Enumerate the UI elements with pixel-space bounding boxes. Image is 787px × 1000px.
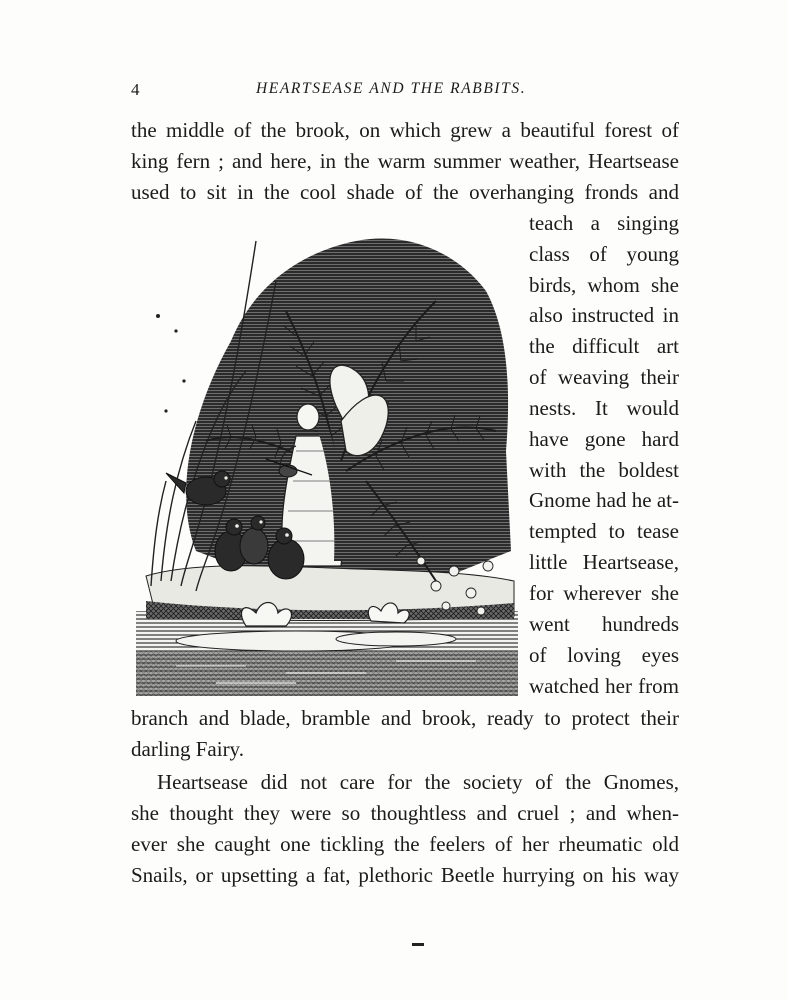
text-line: ever she caught one tickling the feelers of her rheumatic old [131,832,679,856]
fairy-engraving-illustration [136,221,518,696]
footer-mark [412,943,424,946]
text-line: the difficult art [529,334,679,358]
text-line: Gnome had he at- [529,488,679,512]
text-line: the middle of the brook, on which grew a beautiful forest of [131,118,679,142]
text-line: of weaving their [529,365,679,389]
text-line: have gone hard [529,427,679,451]
text-line: with the boldest [529,458,679,482]
text-line: king fern ; and here, in the warm summer weather, Heartsease [131,149,679,173]
text-line: used to sit in the cool shade of the overhanging fronds and [131,180,679,204]
text-line: went hundreds [529,612,679,636]
page-number: 4 [131,80,140,99]
text-line: branch and blade, bramble and brook, ready to protect their [131,706,679,730]
text-line: tempted to tease [529,519,679,543]
running-title: HEARTSEASE AND THE RABBITS. [256,80,527,97]
text-line: Snails, or upsetting a fat, plethoric Beetle hurrying on his way [131,863,679,887]
text-line: for wherever she [529,581,679,605]
text-line: little Heartsease, [529,550,679,574]
text-line: class of young [529,242,679,266]
text-line: birds, whom she [529,273,679,297]
text-line: also instructed in [529,303,679,327]
page-header [131,80,679,102]
paragraph-first-line: Heartsease did not care for the society of the Gnomes, [157,770,679,794]
text-line: nests. It would [529,396,679,420]
text-line: she thought they were so thoughtless and cruel ; and when- [131,801,679,825]
text-line: teach a singing [529,211,679,235]
text-line: darling Fairy. [131,737,244,761]
text-line: watched her from [529,674,679,698]
text-line: of loving eyes [529,643,679,667]
